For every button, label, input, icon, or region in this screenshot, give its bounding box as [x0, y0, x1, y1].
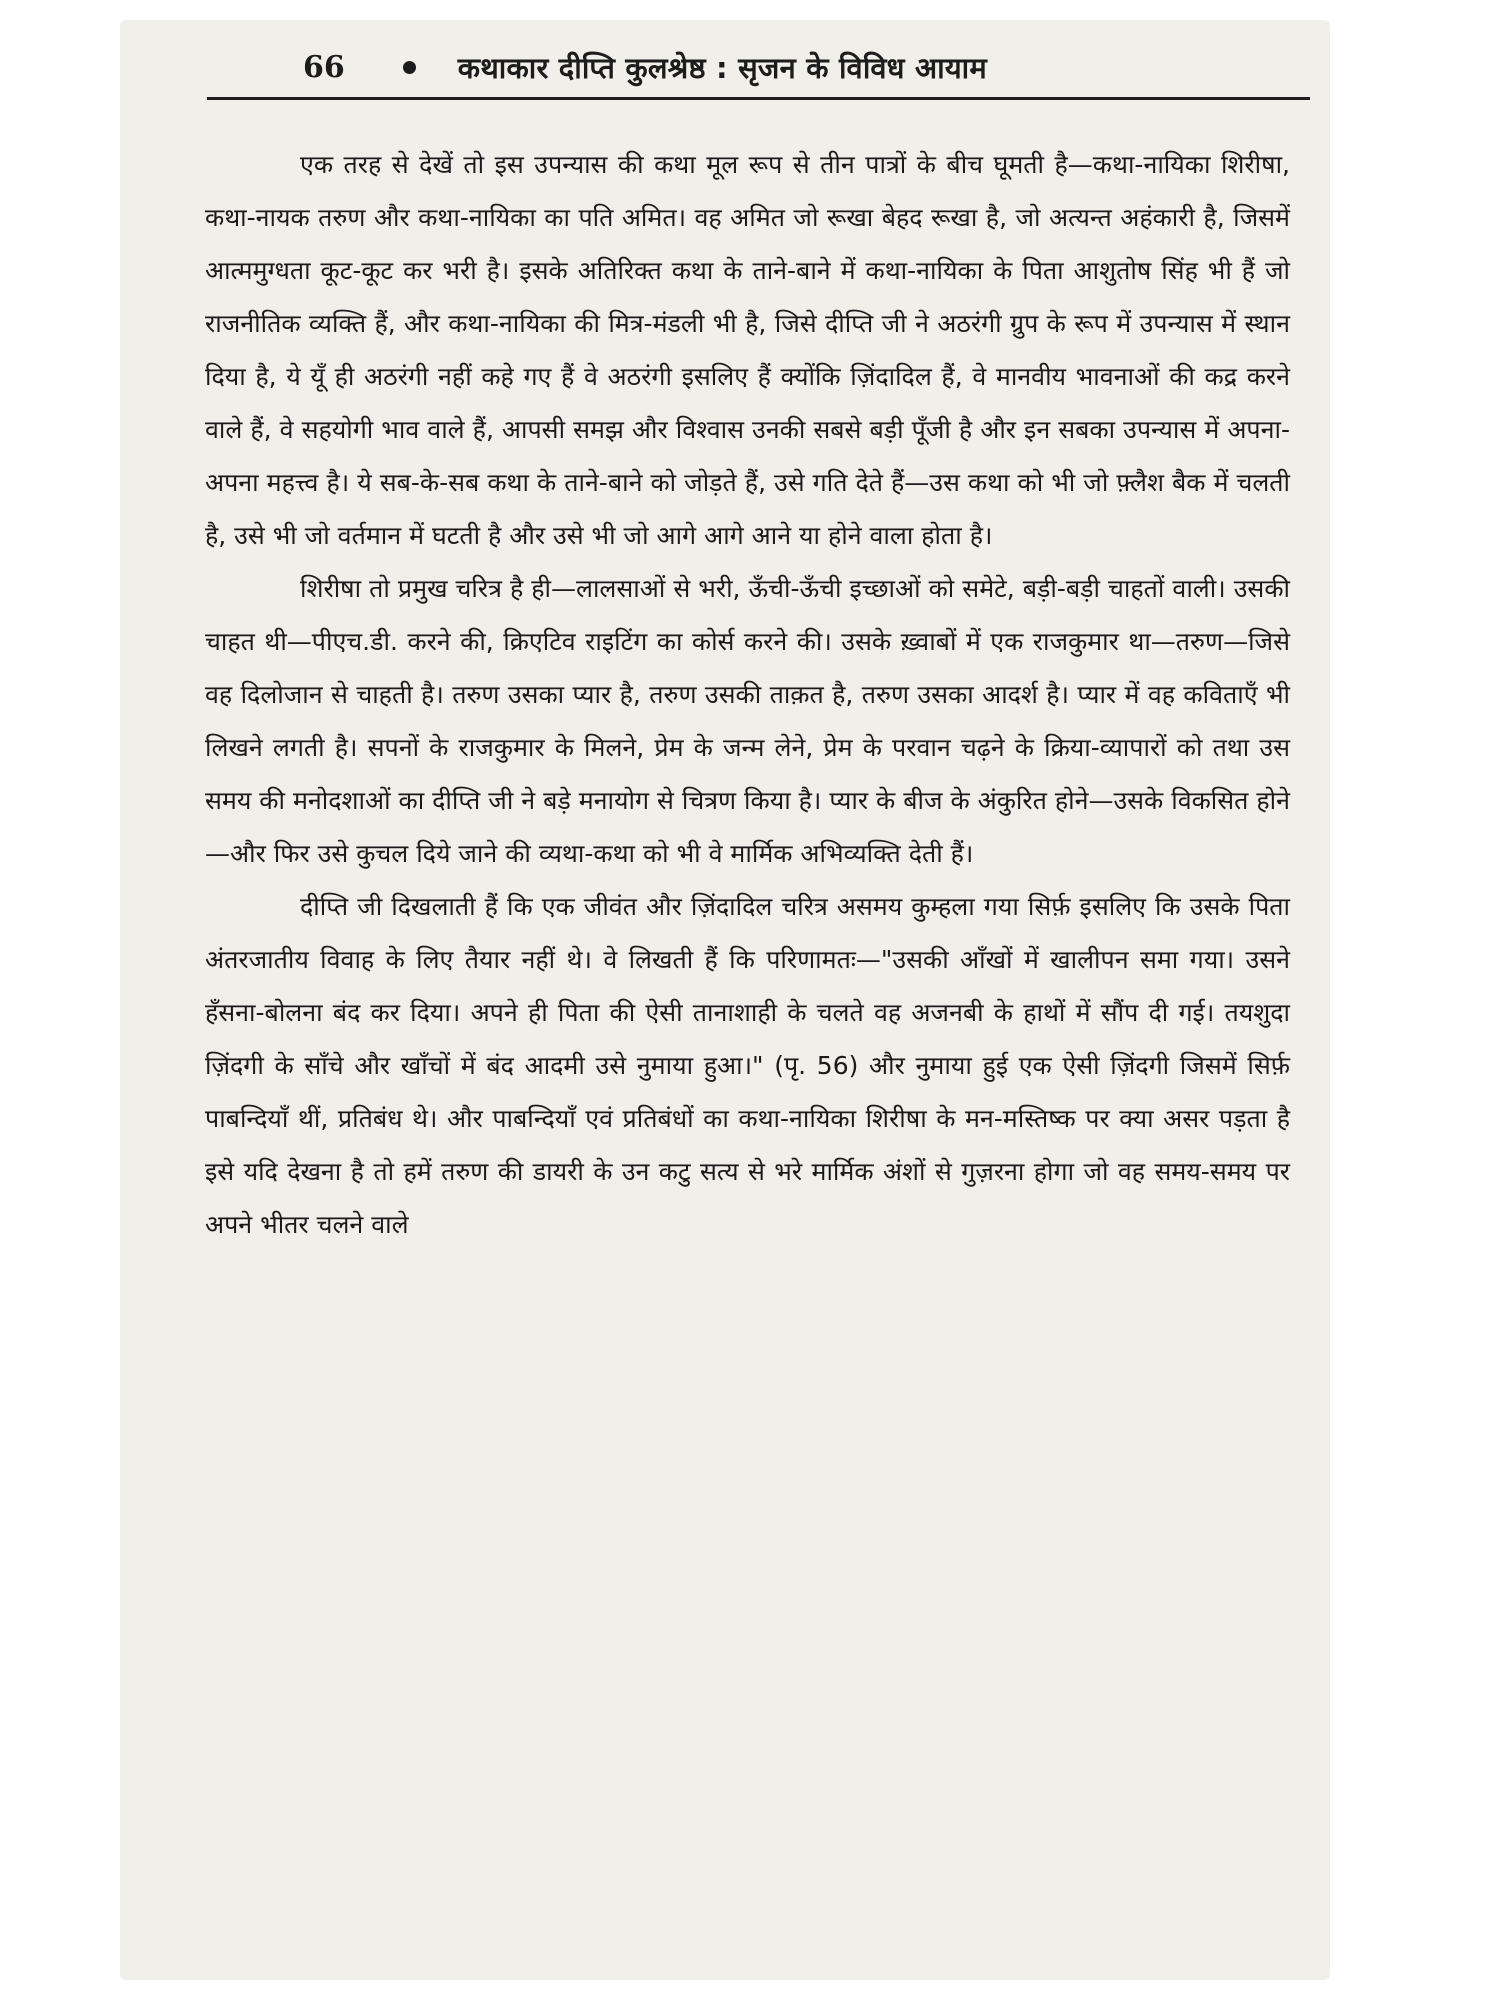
running-title: कथाकार दीप्ति कुलश्रेष्ठ : सृजन के विविध आयाम: [457, 50, 987, 85]
bullet-separator-icon: [403, 61, 416, 74]
page-header: [205, 38, 1310, 96]
paragraph-1: एक तरह से देखें तो इस उपन्यास की कथा मूल रूप से तीन पात्रों के बीच घूमती है—कथा-नायिका शिरीषा, कथा-नायक तरुण और कथा-नायिका का पति अमित। वह अमित जो रूखा बेहद रूखा है, जो अत्यन्त अहंकारी है, जिसमें आत्ममुग्धता कूट-कूट कर भरी है। इसके अतिरिक्त कथा के ताने-बाने में कथा-नायिका के पिता आशुतोष सिंह भी हैं जो राजनीतिक व्यक्ति हैं, और कथा-नायिका की मित्र-मंडली भी है, जिसे दीप्ति जी ने अठरंगी ग्रुप के रूप में उपन्यास में स्थान दिया है, ये यूँ ही अठरंगी नहीं कहे गए हैं वे अठरंगी इसलिए हैं क्योंकि ज़िंदादिल हैं, वे मानवीय भावनाओं की कद्र करने वाले हैं, वे सहयोगी भाव वाले हैं, आपसी समझ और विश्वास उनकी सबसे बड़ी पूँजी है और इन सबका उपन्यास में अपना-अपना महत्त्व है। ये सब-के-सब कथा के ताने-बाने को जोड़ते हैं, उसे गति देते हैं—उस कथा को भी जो फ़्लैश बैक में चलती है, उसे भी जो वर्तमान में घटती है और उसे भी जो आगे आगे आने या होने वाला होता है।: [205, 150, 1290, 550]
body-text: [205, 138, 1290, 1251]
paragraph-2: शिरीषा तो प्रमुख चरित्र है ही—लालसाओं से भरी, ऊँची-ऊँची इच्छाओं को समेटे, बड़ी-बड़ी चाहतों वाली। उसकी चाहत थी—पीएच.डी. करने की, क्रिएटिव राइटिंग का कोर्स करने की। उसके ख़्वाबों में एक राजकुमार था—तरुण—जिसे वह दिलोजान से चाहती है। तरुण उसका प्यार है, तरुण उसकी ताक़त है, तरुण उसका आदर्श है। प्यार में वह कविताएँ भी लिखने लगती है। सपनों के राजकुमार के मिलने, प्रेम के जन्म लेने, प्रेम के परवान चढ़ने के क्रिया-व्यापारों को तथा उस समय की मनोदशाओं का दीप्ति जी ने बड़े मनायोग से चित्रण किया है। प्यार के बीज के अंकुरित होने—उसके विकसित होने—और फिर उसे कुचल दिये जाने की व्यथा-कथा को भी वे मार्मिक अभिव्यक्ति देती हैं।: [205, 574, 1290, 868]
page-number: 66: [303, 49, 345, 85]
header-rule: [207, 97, 1310, 100]
paragraph-3: दीप्ति जी दिखलाती हैं कि एक जीवंत और ज़िंदादिल चरित्र असमय कुम्हला गया सिर्फ़ इसलिए कि उसके पिता अंतरजातीय विवाह के लिए तैयार नहीं थे। वे लिखती हैं कि परिणामतः—"उसकी आँखों में खालीपन समा गया। उसने हँसना-बोलना बंद कर दिया। अपने ही पिता की ऐसी तानाशाही के चलते वह अजनबी के हाथों में सौंप दी गई। तयशुदा ज़िंदगी के साँचे और खाँचों में बंद आदमी उसे नुमाया हुआ।" (पृ. 56) और नुमाया हुई एक ऐसी ज़िंदगी जिसमें सिर्फ़ पाबन्दियाँ थीं, प्रतिबंध थे। और पाबन्दियाँ एवं प्रतिबंधों का कथा-नायिका शिरीषा के मन-मस्तिष्क पर क्या असर पड़ता है इसे यदि देखना है तो हमें तरुण की डायरी के उन कटु सत्य से भरे मार्मिक अंशों से गुज़रना होगा जो वह समय-समय पर अपने भीतर चलने वाले: [205, 892, 1291, 1239]
